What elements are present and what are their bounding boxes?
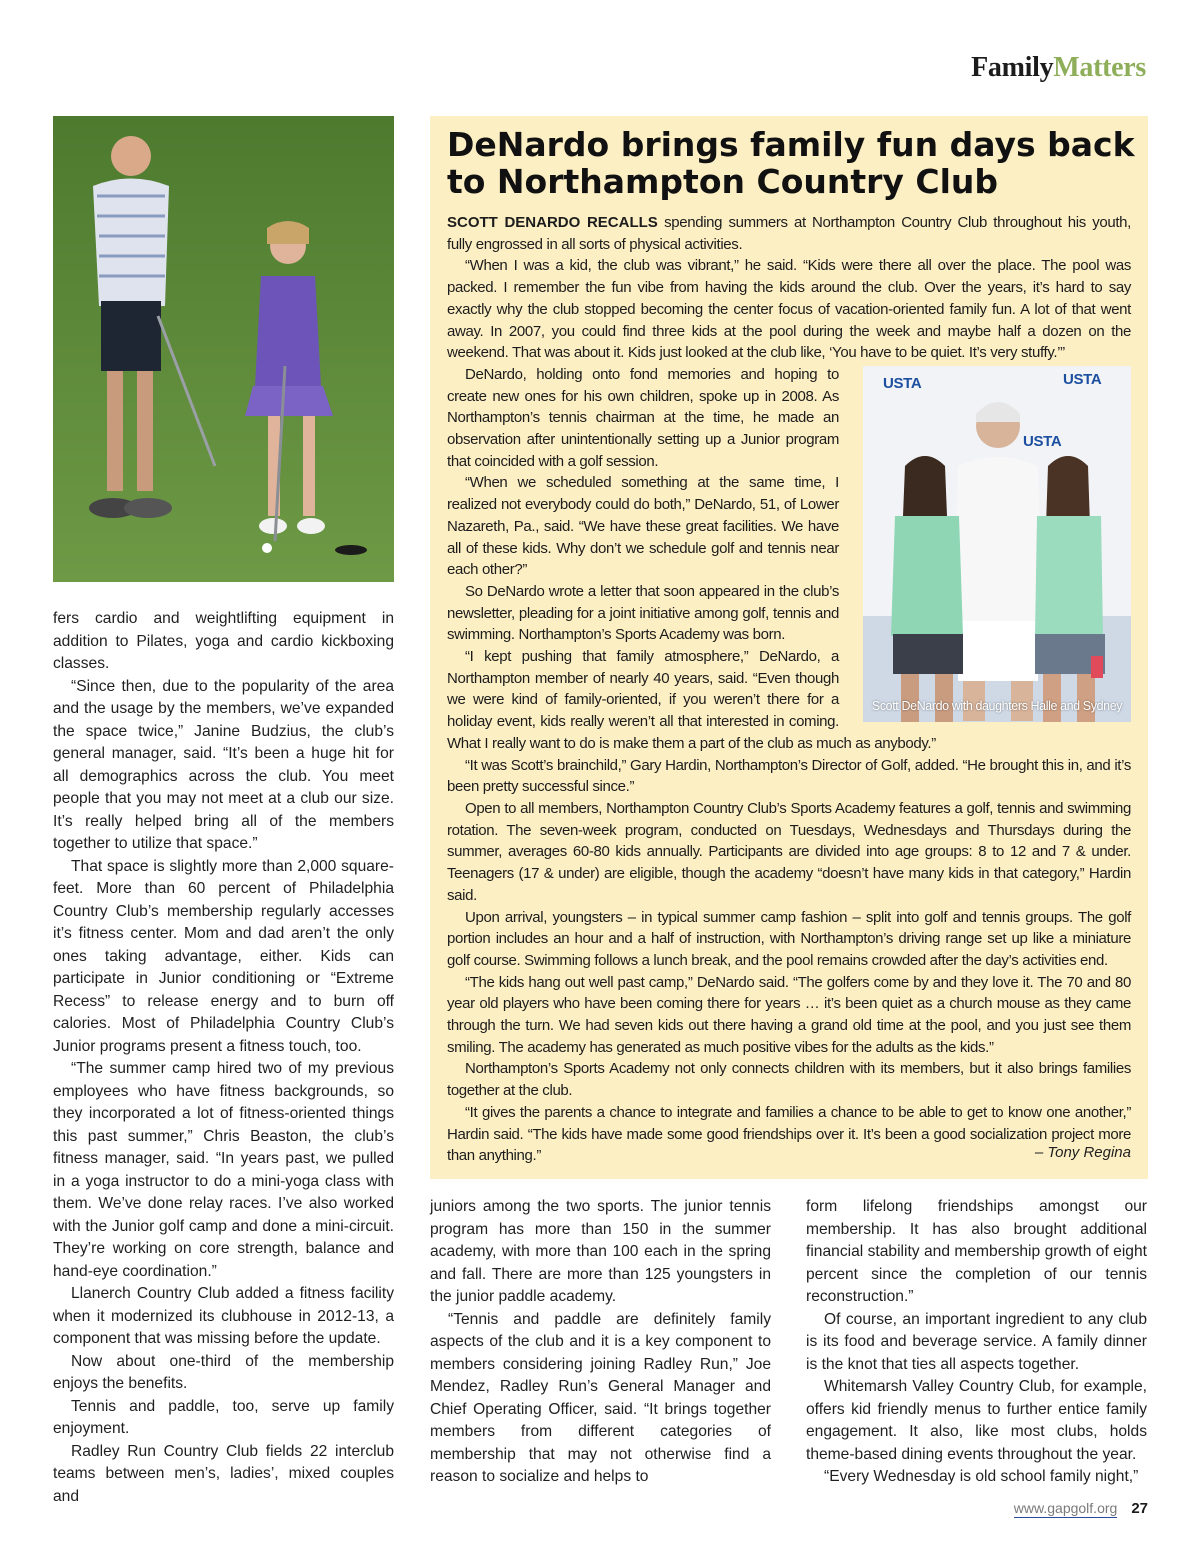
sidebar-article <box>430 116 1148 1179</box>
byline: – Tony Regina <box>1034 1144 1131 1161</box>
lead-in: SCOTT DENARDO RECALLS <box>447 214 658 231</box>
page-footer <box>1014 1500 1148 1517</box>
paragraph: Llanerch Country Club added a fitness facility when it modernized its clubhouse in 2012-13, a component that was missing before the update. <box>53 1285 394 1347</box>
article-column-left <box>53 608 394 1508</box>
paragraph: Now about one-third of the membership enjoys the benefits. <box>53 1352 394 1392</box>
header-word-family: Family <box>971 52 1054 83</box>
paragraph: “I kept pushing that family atmosphere,” DeNardo, a Northampton member of nearly 40 years, said. “Even though we were kind of family-oriented, if you weren’t there for a holiday event, kids really weren’t all that interested in coming. What I really want to do is make them a part of the club as much as anybody.” <box>447 648 936 752</box>
paragraph: Whitemarsh Valley Country Club, for example, offers kid friendly menus to further entice family engagement. It also, like most clubs, holds theme-based dining events throughout the year. <box>806 1378 1147 1463</box>
family-photo-wrapper <box>863 366 1131 722</box>
paragraph: “When I was a kid, the club was vibrant,” he said. “Kids were there all over the place. The pool was packed. I remember the fun vibe from having the kids around the club. Over the years, it’s hard to say exactly why the club stopped becoming the center focus of vacation-oriented family fun. A lot of that went away. In 2007, you could find three kids at the pool during the week and maybe half a dozen on the weekend. That was about it. Kids just looked at the club like, ‘You have to be quiet. It’s very stuffy.’” <box>447 257 1131 362</box>
article-column-middle <box>430 1196 771 1489</box>
photo-caption: Scott DeNardo with daughters Halle and Sydney <box>871 699 1123 714</box>
page-number: 27 <box>1131 1500 1148 1517</box>
paragraph: So DeNardo wrote a letter that soon appeared in the club’s newsletter, pleading for a joint initiative among golf, tennis and swimming. Northampton’s Sports Academy was born. <box>447 582 839 644</box>
footer-url-link[interactable]: www.gapgolf.org <box>1013 1500 1118 1516</box>
paragraph: Tennis and paddle, too, serve up family enjoyment. <box>53 1397 394 1437</box>
paragraph: Of course, an important ingredient to any club is its food and beverage service. A family dinner is the knot that ties all aspects together. <box>806 1310 1147 1373</box>
family-photo <box>863 366 1131 722</box>
paragraph: Open to all members, Northampton Country Club’s Sports Academy features a golf, tennis and swimming rotation. The seven-week program, conducted on Tuesdays, Wednesdays and Thursdays during the summer, averages 60-80 kids annually. Participants are divided into age groups: 8 to 12 and 7 & under. Teenagers (17 & under) are eligible, though the academy “doesn’t have many kids in that category,” Hardin said. <box>447 799 1131 904</box>
paragraph: Northampton’s Sports Academy not only connects children with its members, but it also brings families together at the club. <box>447 1060 1131 1100</box>
paragraph: “The summer camp hired two of my previous employees who have fitness backgrounds, so they incorporated a lot of fitness-oriented things this past summer,” Chris Beaston, the club’s fitness manager, said. “In years past, we pulled in a yoga instructor to do a mini-yoga class with them. We’ve done relay races. I’ve also worked with the Junior golf camp and done a mini-circuit. They’re working on core strength, balance and hand-eye coordination.” <box>53 1060 394 1280</box>
paragraph: “The kids hang out well past camp,” DeNardo said. “The golfers come by and they love it. The 70 and 80 year old players who have been coming there for years … it’s been quiet as a church mouse as they came through the turn. We had seven kids out there having a grand old time at the pool, and you just see them smiling. The academy has generated as much positive vibes for the adults as the kids.” <box>447 973 1131 1056</box>
article-column-right <box>806 1196 1147 1489</box>
paragraph: Upon arrival, youngsters – in typical summer camp fashion – split into golf and tennis groups. The golf portion includes an hour and a half of instruction, with Northampton’s driving range set up like a miniature golf course. Swimming follows a lunch break, and the pool remains crowded after the day’s activities end. <box>447 908 1131 969</box>
usta-banner-3: USTA <box>1023 432 1062 450</box>
usta-banner-1: USTA <box>883 374 922 392</box>
paragraph: DeNardo, holding onto fond memories and hoping to create new ones for his own children, spoke up in 2008. As Northampton’s tennis chairman at the time, he made an observation after unintentionally setting up a Junior program that coincided with a golf session. <box>447 365 839 470</box>
paragraph: juniors among the two sports. The junior tennis program has more than 150 in the summer academy, with more than 100 each in the spring and fall. There are more than 125 youngsters in the junior paddle academy. <box>430 1198 771 1305</box>
paragraph: “Since then, due to the popularity of the area and the usage by the members, we’ve expanded the space twice,” Janine Budzius, the club’s general manager, said. “It’s been a huge hit for all demographics across the club. You meet people that you may not meet at a club our size. It’s really helped bring all of the members together to utilize that space.” <box>53 677 394 852</box>
paragraph: “Tennis and paddle are definitely family aspects of the club and it is a key component to members considering joining Radley Run,” Joe Mendez, Radley Run’s General Manager and Chief Operating Officer, said. “It brings together members from different categories of membership that may not otherwise find a reason to socialize and helps to <box>430 1310 771 1485</box>
lead-paragraph <box>447 212 1131 255</box>
paragraph: fers cardio and weightlifting equipment in addition to Pilates, yoga and cardio kickboxing classes. <box>53 610 394 672</box>
paragraph: Radley Run Country Club fields 22 interclub teams between men’s, ladies’, mixed couples and <box>53 1442 394 1505</box>
paragraph: “Every Wednesday is old school family night,” <box>824 1468 1139 1485</box>
sidebar-headline: DeNardo brings family fun days back to Northampton Country Club <box>447 125 1135 201</box>
paragraph: “When we scheduled something at the same time, I realized not everybody could do both,” DeNardo, 51, of Lower Nazareth, Pa., said. “We have these great facilities. We have all of these kids. Why don’t we schedule golf and tennis near each other?” <box>447 474 839 579</box>
paragraph: “It was Scott’s brainchild,” Gary Hardin, Northampton’s Director of Golf, added. “He brought this in, and it’s been pretty successful since.” <box>447 756 1131 796</box>
lead-rest: spending summers at Northampton Country Club throughout his youth, fully engrossed in all sorts of physical activities. <box>447 214 1131 253</box>
sidebar-body <box>447 212 1131 1167</box>
paragraph: That space is slightly more than 2,000 square-feet. More than 60 percent of Philadelphia Country Club’s membership regularly accesses it’s fitness center. Mom and dad aren’t the only ones taking advantage, either. Kids can participate in Junior conditioning or “Extreme Recess” to release energy and to burn off calories. Most of Philadelphia Country Club’s Junior programs present a fitness touch, too. <box>53 857 394 1055</box>
paragraph: “It gives the parents a chance to integrate and families a chance to be able to get to know one another,” Hardin said. “The kids have made some good friendships over it. It’s been a good socialization project more than anything.” <box>447 1103 1131 1165</box>
paragraph: form lifelong friendships amongst our membership. It has also brought additional financial stability and membership growth of eight percent since the completion of our tennis reconstruction.” <box>806 1198 1147 1305</box>
golf-photo <box>53 116 394 582</box>
family-photo-illustration <box>863 366 1131 722</box>
header-word-matters: Matters <box>1053 52 1146 83</box>
section-header <box>971 52 1146 84</box>
golf-photo-illustration <box>53 116 394 582</box>
usta-banner-2: USTA <box>1063 370 1102 388</box>
